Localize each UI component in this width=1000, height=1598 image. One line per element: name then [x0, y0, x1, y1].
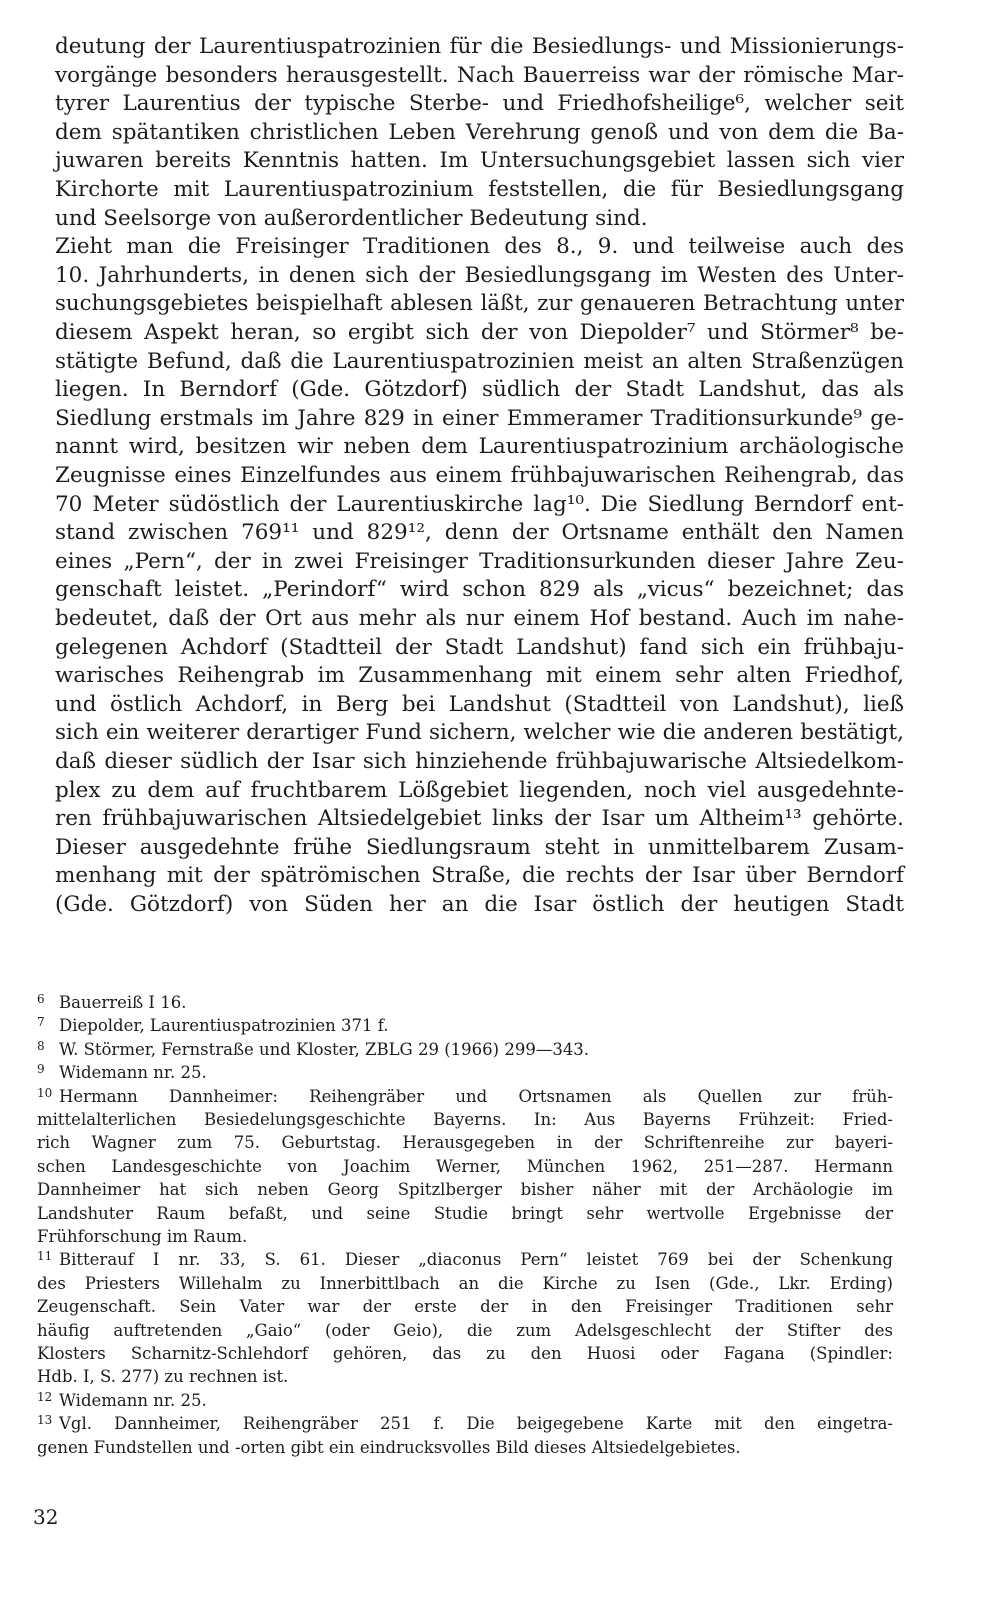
body-line: stätigte Befund, daß die Laurentiuspatrozinien meist an alten Straßenzügen — [55, 348, 904, 374]
body-line: tyrer Laurentius der typische Sterbe- und Friedhofsheilige⁶, welcher seit — [55, 91, 904, 117]
body-line: Zeugnisse eines Einzelfundes aus einem frühbajuwarischen Reihengrab, das — [55, 463, 904, 488]
footnote-text: Bitterauf I nr. 33, S. 61. Dieser „diaconus Pern“ leistet 769 bei der Schenkung — [59, 1250, 893, 1270]
body-line: plex zu dem auf fruchtbarem Lößgebiet liegenden, noch viel ausgedehnte- — [55, 777, 904, 803]
footnote-number: 13 — [37, 1413, 53, 1428]
footnote-line — [37, 1344, 893, 1363]
body-line: eines „Pern“, der in zwei Freisinger Traditionsurkunden dieser Jahre Zeu- — [55, 548, 904, 574]
footnote-text: W. Störmer, Fernstraße und Kloster, ZBLG 29 (1966) 299—343. — [59, 1039, 590, 1059]
body-line: suchungsgebietes beispielhaft ablesen läßt, zur genaueren Betrachtung unter — [55, 291, 904, 317]
body-line: warisches Reihengrab im Zusammenhang mit einem sehr alten Friedhof, — [55, 663, 904, 689]
body-line: Dieser ausgedehnte frühe Siedlungsraum steht in unmittelbarem Zusam- — [55, 834, 904, 860]
footnote-line — [37, 1204, 893, 1223]
footnote-text: Diepolder, Laurentiuspatrozinien 371 f. — [59, 1016, 389, 1036]
footnote-line — [37, 1227, 893, 1246]
footnote-line — [37, 993, 893, 1014]
footnote-line — [37, 1063, 893, 1084]
footnote-number: 6 — [37, 992, 45, 1006]
footnote-text: mittelalterlichen Besiedelungsgeschichte Bayerns. In: Aus Bayerns Frühzeit: Fried- — [37, 1110, 893, 1129]
footnote-line — [37, 1180, 893, 1199]
footnote-line — [37, 1250, 893, 1271]
body-line: daß dieser südlich der Isar sich hinziehende frühbajuwarische Altsiedelkom- — [55, 749, 904, 774]
footnote-line — [37, 1110, 893, 1129]
footnote-text: Widemann nr. 25. — [59, 1063, 207, 1083]
footnote-number: 10 — [37, 1085, 53, 1100]
footnote-line — [37, 1297, 893, 1316]
footnote-number: 12 — [37, 1389, 53, 1404]
footnote-line — [37, 1391, 893, 1412]
footnote-line — [37, 1414, 893, 1435]
footnote-text: Dannheimer hat sich neben Georg Spitzlberger bisher näher mit der Archäologie im — [37, 1180, 893, 1200]
footnote-text: Bauerreiß I 16. — [59, 993, 187, 1012]
body-line: (Gde. Götzdorf) von Süden her an die Isar östlich der heutigen Stadt — [55, 892, 904, 917]
footnote-text: Hdb. I, S. 277) zu rechnen ist. — [37, 1367, 289, 1387]
body-line: diesem Aspekt heran, so ergibt sich der von Diepolder⁷ und Störmer⁸ be- — [55, 320, 904, 345]
footnote-number: 8 — [37, 1038, 45, 1053]
footnote-number: 11 — [37, 1249, 53, 1264]
footnote-line — [37, 1087, 893, 1108]
footnote-line — [37, 1016, 893, 1037]
footnote-text: rich Wagner zum 75. Geburtstag. Herausgegeben in der Schriftenreihe zur bayeri- — [37, 1133, 893, 1153]
footnote-text: Widemann nr. 25. — [59, 1390, 207, 1410]
body-line: menhang mit der spätrömischen Straße, die rechts der Isar über Berndorf — [55, 863, 904, 889]
body-line: stand zwischen 769¹¹ und 829¹², denn der Ortsname enthält den Namen — [55, 520, 904, 546]
body-line: nannt wird, besitzen wir neben dem Laurentiuspatrozinium archäologische — [55, 434, 904, 460]
footnote-line — [37, 1367, 893, 1386]
footnote-text: des Priesters Willehalm zu Innerbittlbach an die Kirche zu Isen (Gde., Lkr. Erding) — [37, 1273, 893, 1293]
footnote-text: Hermann Dannheimer: Reihengräber und Ortsnamen als Quellen zur früh- — [59, 1086, 893, 1106]
footnote-text: Klosters Scharnitz-Schlehdorf gehören, das zu den Huosi oder Fagana (Spindler: — [37, 1344, 893, 1363]
footnote-text: Frühforschung im Raum. — [37, 1227, 248, 1246]
body-line: und östlich Achdorf, in Berg bei Landshut (Stadtteil von Landshut), ließ — [55, 691, 904, 717]
body-line: Zieht man die Freisinger Traditionen des 8., 9. und teilweise auch des — [55, 234, 904, 260]
body-line: sich ein weiterer derartiger Fund sichern, welcher wie die anderen bestätigt, — [55, 720, 904, 746]
footnote-line — [37, 1438, 893, 1457]
footnote-number: 9 — [37, 1062, 45, 1077]
body-line: genschaft leistet. „Perindorf“ wird schon 829 als „vicus“ bezeichnet; das — [55, 577, 904, 603]
footnote-text: schen Landesgeschichte von Joachim Werner, München 1962, 251—287. Hermann — [37, 1156, 893, 1176]
footnote-line — [37, 1274, 893, 1293]
body-line: Siedlung erstmals im Jahre 829 in einer Emmeramer Traditionsurkunde⁹ ge- — [55, 405, 904, 431]
body-line: liegen. In Berndorf (Gde. Götzdorf) südlich der Stadt Landshut, das als — [55, 377, 904, 403]
body-line: deutung der Laurentiuspatrozinien für die Besiedlungs- und Missionierungs- — [55, 34, 904, 59]
footnote-line — [37, 1133, 893, 1152]
body-line: ren frühbajuwarischen Altsiedelgebiet links der Isar um Altheim¹³ gehörte. — [55, 806, 904, 832]
footnote-text: Zeugenschaft. Sein Vater war der erste der in den Freisinger Traditionen sehr — [37, 1297, 893, 1317]
footnote-number: 7 — [37, 1015, 45, 1030]
body-line: vorgänge besonders herausgestellt. Nach Bauerreiss war der römische Mar- — [55, 62, 904, 88]
page-number: 32 — [33, 1505, 59, 1529]
body-line: gelegenen Achdorf (Stadtteil der Stadt Landshut) fand sich ein frühbaju- — [55, 634, 904, 660]
body-line: 70 Meter südöstlich der Laurentiuskirche lag¹⁰. Die Siedlung Berndorf ent- — [55, 491, 904, 517]
footnote-line — [37, 1157, 893, 1176]
body-line: Kirchorte mit Laurentiuspatrozinium feststellen, die für Besiedlungsgang — [55, 177, 904, 202]
footnote-line — [37, 1321, 893, 1340]
body-line: bedeutet, daß der Ort aus mehr als nur einem Hof bestand. Auch im nahe- — [55, 606, 904, 631]
footnote-line — [37, 1040, 893, 1061]
footnote-text: häufig auftretenden „Gaio“ (oder Geio), die zum Adelsgeschlecht der Stifter des — [37, 1320, 893, 1340]
body-line: juwaren bereits Kenntnis hatten. Im Untersuchungsgebiet lassen sich vier — [55, 148, 904, 174]
footnote-text: Landshuter Raum befaßt, und seine Studie bringt sehr wertvolle Ergebnisse der — [37, 1203, 893, 1223]
body-line: und Seelsorge von außerordentlicher Bedeutung sind. — [55, 205, 648, 231]
footnote-text: genen Fundstellen und -orten gibt ein eindrucksvolles Bild dieses Altsiedelgebietes. — [37, 1437, 741, 1457]
body-line: 10. Jahrhunderts, in denen sich der Besiedlungsgang im Westen des Unter- — [55, 262, 904, 288]
body-line: dem spätantiken christlichen Leben Verehrung genoß und von dem die Ba- — [55, 119, 904, 145]
footnote-text: Vgl. Dannheimer, Reihengräber 251 f. Die beigegebene Karte mit den eingetra- — [59, 1414, 893, 1434]
